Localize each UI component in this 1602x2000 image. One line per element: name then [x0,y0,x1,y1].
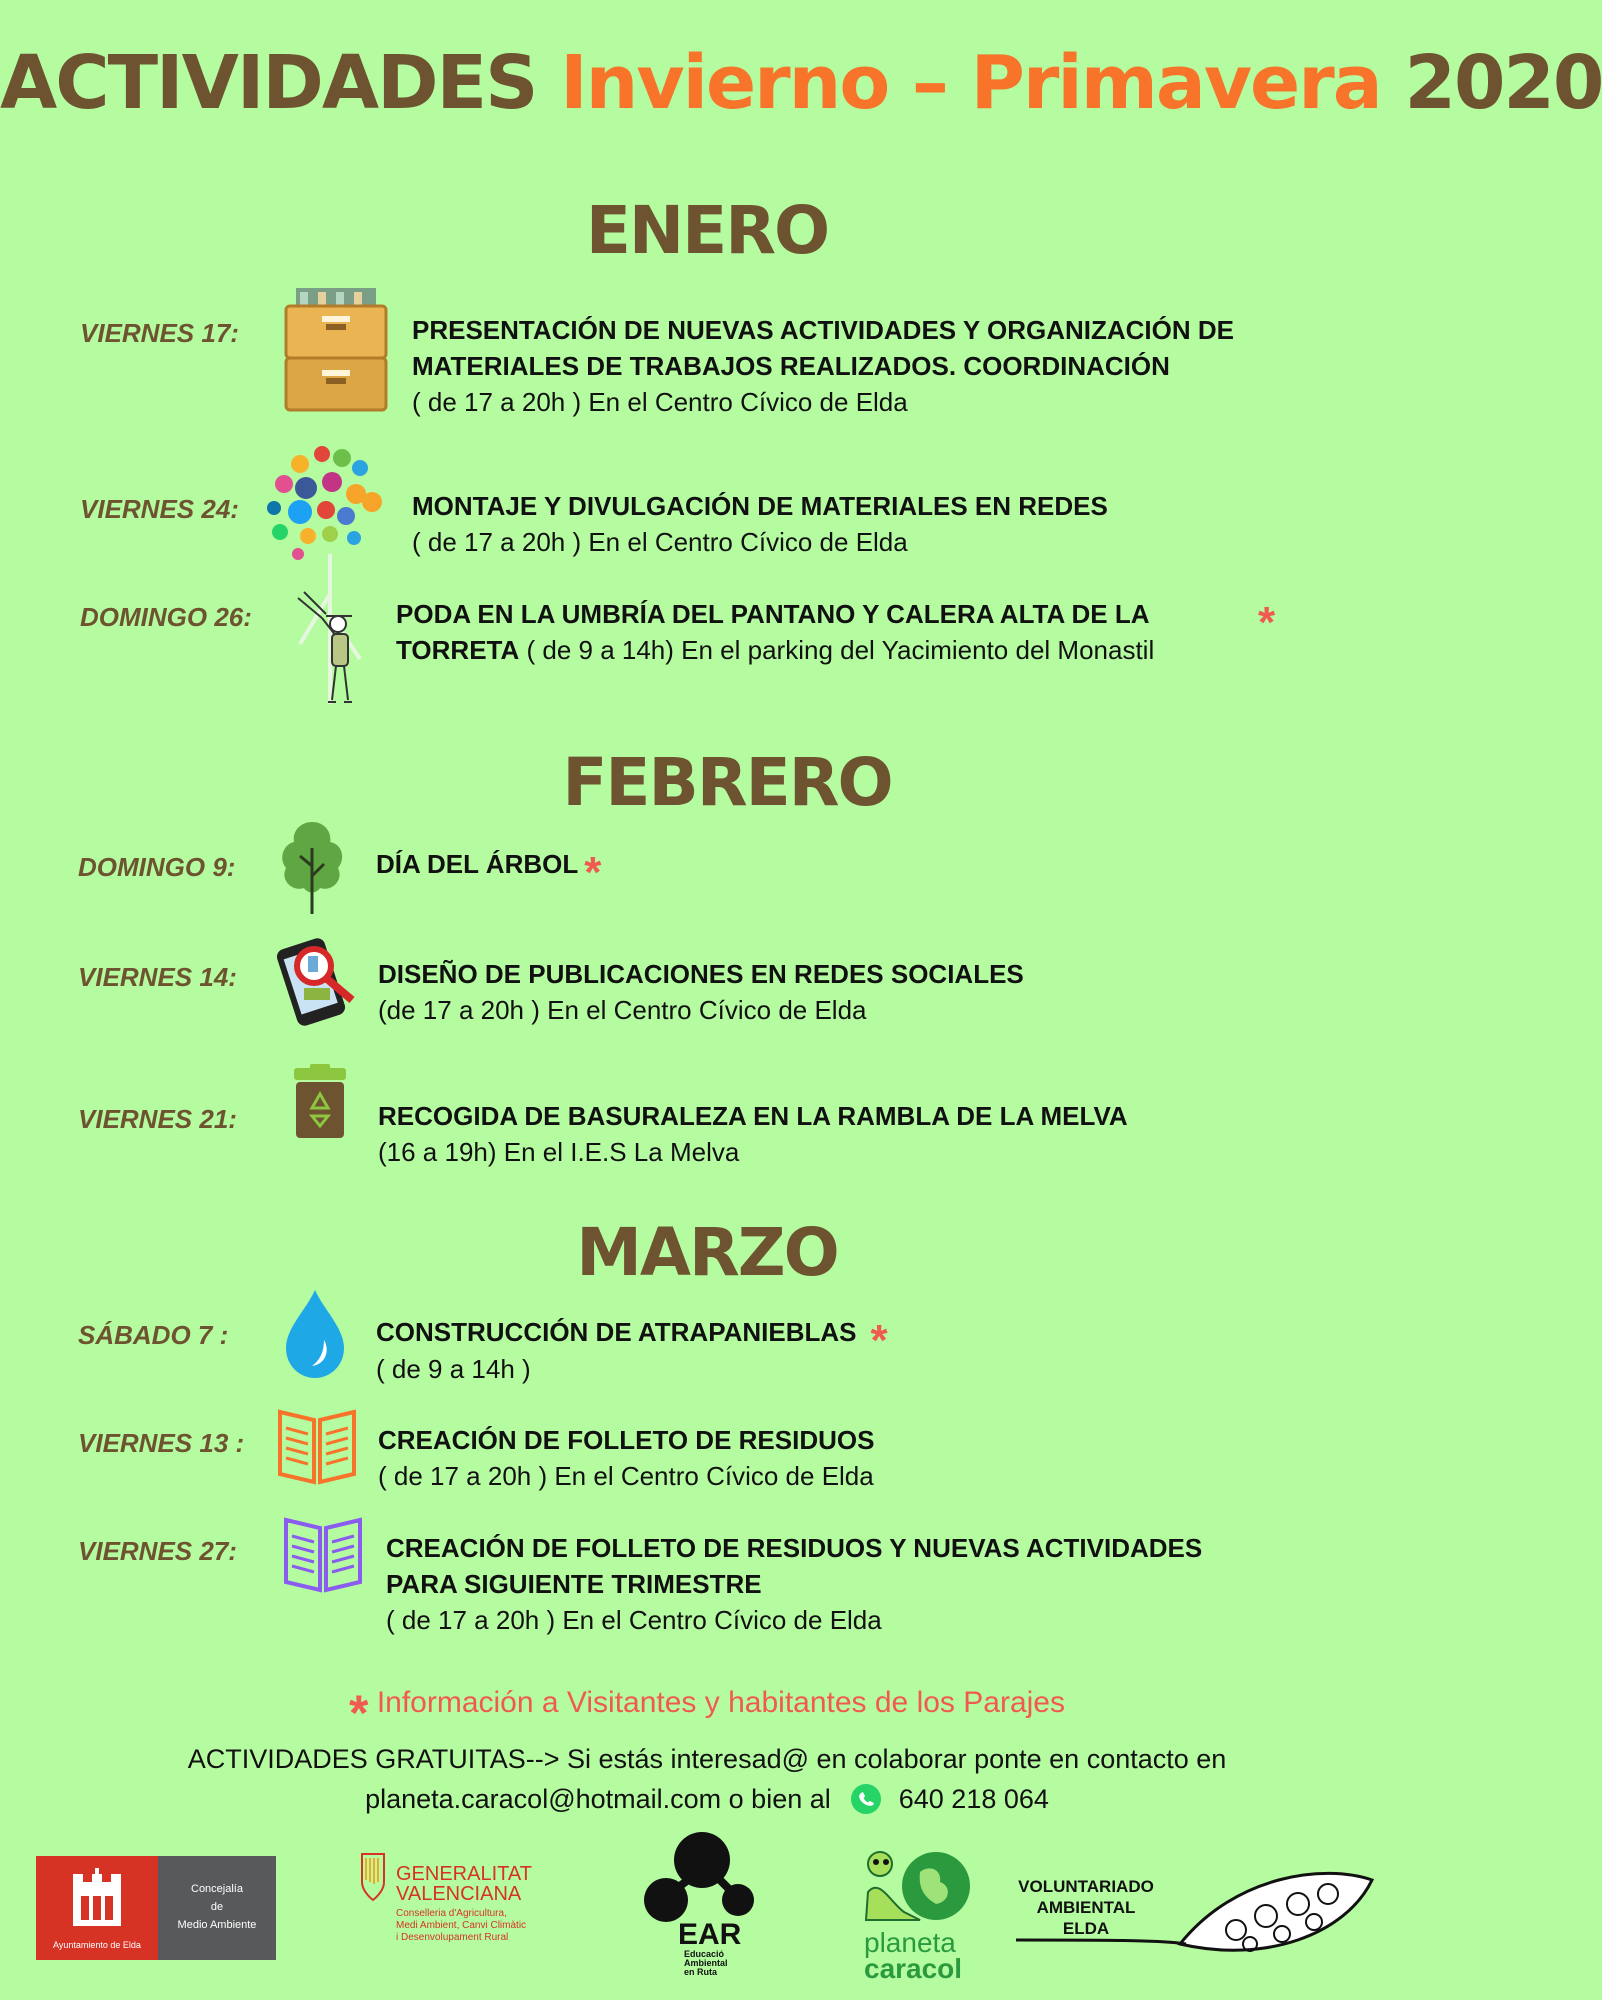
event-title-line: TORRETA [396,635,520,665]
conselleria-text: i Desenvolupament Rural [396,1932,509,1943]
visitor-info-note [0,1685,1414,1741]
generalitat-crest-icon [360,1852,386,1902]
event-title-line: DISEÑO DE PUBLICACIONES EN REDES SOCIALES [378,959,1024,989]
free-activities-line: ACTIVIDADES GRATUITAS--> Si estás interesad@ en colaborar ponte en contacto en [187,1744,1227,1774]
ear-text: EAR [678,1918,742,1951]
tree-icon [276,818,348,919]
month-heading-marzo: MARZO [576,1214,838,1291]
elda-caption: Ayuntamiento de Elda [53,1940,141,1950]
event-date: VIERNES 14: [78,962,237,992]
generalitat-name [396,1864,532,1904]
event-date: VIERNES 21: [78,1104,237,1134]
gardener-pruning-icon [292,588,372,713]
title-word-year: 2020 [1404,40,1602,126]
title-word-season: Invierno – Primavera [560,40,1381,126]
contact-phone: 640 218 064 [898,1784,1049,1814]
phone-magnifier-icon [280,936,360,1031]
ear-molecule-icon [638,1830,758,1930]
drawer-cabinet-icon [278,288,393,423]
event-title-line: MONTAJE Y DIVULGACIÓN DE MATERIALES EN REDES [412,491,1108,521]
ear-caption-text: en Ruta [684,1967,718,1977]
voluntariado-ambiental-logo [1016,1864,1376,1964]
concejalia-text: Medio Ambiente [177,1919,257,1931]
event-details: (de 17 a 20h ) En el Centro Cívico de Elda [378,995,867,1025]
conselleria-text: Medi Ambient, Canvi Climàtic [396,1920,527,1931]
event-description [396,596,1154,668]
event-date: VIERNES 27: [78,1536,237,1566]
generalitat-text: GENERALITAT [396,1863,532,1885]
event-details: ( de 17 a 20h ) En el Centro Cívico de Elda [378,1461,874,1491]
event-description [378,1098,1128,1170]
planeta-caracol-logo [860,1842,980,1982]
planeta-caracol-name [864,1927,963,1984]
event-description [376,846,602,897]
event-title-line: CREACIÓN DE FOLLETO DE RESIDUOS Y NUEVAS ACTIVIDADES [386,1533,1203,1563]
asterisk-marker: * [349,1685,369,1741]
event-title-line: RECOGIDA DE BASURALEZA EN LA RAMBLA DE LA MELVA [378,1101,1128,1131]
asterisk-marker: * [1258,598,1276,647]
event-description [376,1314,888,1387]
event-details: ( de 9 a 14h) En el parking del Yacimiento del Monastil [519,635,1155,665]
generalitat-valenciana-logo [360,1852,560,1952]
conselleria-name [396,1908,526,1944]
month-heading-enero: ENERO [585,192,829,269]
page-title [0,40,1602,126]
voluntariado-text: AMBIENTAL [1036,1898,1136,1917]
event-date: DOMINGO 9: [78,852,236,882]
month-heading-febrero: FEBRERO [562,744,892,821]
event-title-line: PODA EN LA UMBRÍA DEL PANTANO Y CALERA ALTA DE LA [396,599,1150,629]
event-details: ( de 9 a 14h ) [376,1354,531,1384]
title-word-actividades: ACTIVIDADES [0,40,537,126]
concejalia-text: de [210,1901,224,1913]
event-description [412,488,1108,560]
voluntariado-text: VOLUNTARIADO [1018,1877,1154,1896]
recycle-bin-icon [290,1064,350,1149]
ear-caption [684,1950,728,1977]
event-title-line: CONSTRUCCIÓN DE ATRAPANIEBLAS [376,1317,857,1347]
elda-logo-red-block [36,1856,158,1960]
event-title-line: CREACIÓN DE FOLLETO DE RESIDUOS [378,1425,875,1455]
event-title-line: PARA SIGUIENTE TRIMESTRE [386,1569,762,1599]
whatsapp-icon [851,1784,881,1814]
water-drop-icon [280,1288,350,1385]
event-description [378,1422,874,1494]
event-date: VIERNES 24: [80,494,239,524]
event-date: VIERNES 17: [80,318,239,348]
contact-email: planeta.caracol@hotmail.com o bien al [365,1784,831,1814]
concejalia-text: Concejalía [191,1883,243,1895]
snail-globe-icon [860,1842,980,1932]
asterisk-marker: * [870,1316,888,1365]
open-book-orange-icon [276,1404,358,1491]
open-book-purple-icon [282,1512,364,1599]
caracol-text: caracol [864,1953,963,1984]
event-details: ( de 17 a 20h ) En el Centro Cívico de Elda [412,387,908,417]
elda-castle-icon [67,1868,127,1928]
planeta-text: planeta [864,1927,956,1958]
event-description [386,1530,1202,1638]
event-date: SÁBADO 7 : [78,1320,229,1350]
event-details: ( de 17 a 20h ) En el Centro Cívico de Elda [386,1605,882,1635]
voluntariado-name [1016,1876,1156,1939]
event-title-line: DÍA DEL ÁRBOL [376,849,579,879]
ear-caption-text: Ambiental [684,1958,728,1968]
ear-logo [638,1830,758,1980]
event-description [378,956,1024,1028]
ear-caption-text: Educació [684,1949,725,1959]
event-title-line: MATERIALES DE TRABAJOS REALIZADOS. COORDINACIÓN [412,351,1170,381]
concejalia-block [158,1856,276,1960]
event-date: VIERNES 13 : [78,1428,245,1458]
event-title-line: PRESENTACIÓN DE NUEVAS ACTIVIDADES Y ORGANIZACIÓN DE [412,315,1234,345]
event-description [412,312,1234,420]
voluntariado-text: ELDA [1062,1919,1110,1938]
event-details: ( de 17 a 20h ) En el Centro Cívico de Elda [412,527,908,557]
event-details: (16 a 19h) En el I.E.S La Melva [378,1137,740,1167]
event-date: DOMINGO 26: [80,602,252,632]
conselleria-text: Conselleria d'Agricultura, [396,1908,507,1919]
generalitat-text: VALENCIANA [396,1883,522,1905]
asterisk-marker: * [584,848,602,897]
contact-line [0,1784,1414,1815]
visitor-info-text: Información a Visitantes y habitantes de los Parajes [376,1686,1065,1719]
ayuntamiento-elda-logo [36,1856,276,1960]
